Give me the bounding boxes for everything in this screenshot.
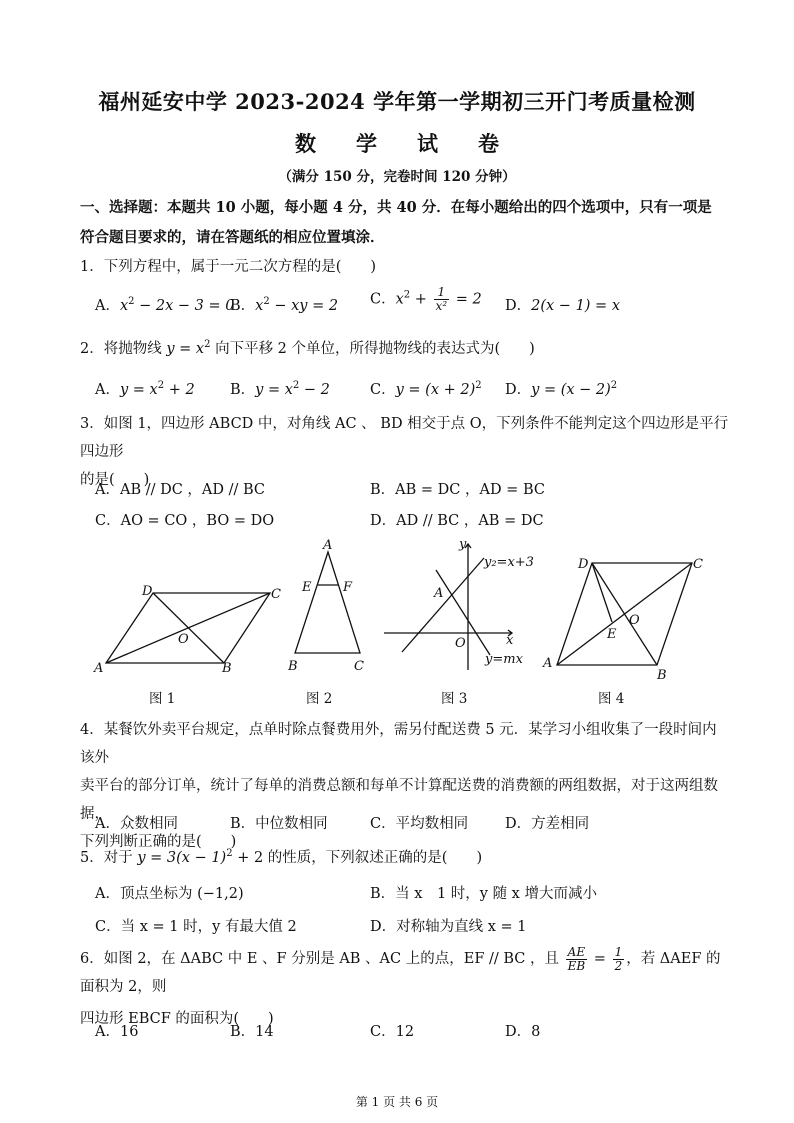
fig1-label-a: A [94, 661, 104, 676]
q3-option-c: C．AO = CO ，BO = DO [95, 513, 275, 529]
fig4-label-d: D [578, 557, 589, 572]
question-1-options [95, 285, 735, 324]
fig2-label-f: F [343, 580, 353, 595]
question-1-stem: 1．下列方程中，属于一元二次方程的是( ) [80, 259, 377, 275]
figure-3-caption: 图 3 [441, 691, 468, 707]
question-5-options [95, 882, 735, 942]
fig1-label-b: B [222, 661, 232, 676]
question-4-options [95, 812, 735, 834]
q6-option-c: C．12 [370, 1024, 415, 1040]
fig1-diagonal-bd [153, 593, 224, 663]
question-4-line: 下列判断正确的是( ) [80, 834, 237, 850]
question-4-line: 卖平台的部分订单，统计了每单的消费总额和每单不计算配送费的消费额的两组数据，对于这两组数据， [80, 778, 718, 822]
subtitle-char: 试 [417, 131, 438, 156]
q2-option-c: C．$y = (x + 2)^2$ [370, 380, 482, 398]
fig4-segment-de [592, 563, 612, 622]
fig3-label-y-eq: y=mx [485, 652, 523, 667]
fig2-label-b: B [288, 659, 298, 674]
figures-row [0, 530, 794, 710]
page-footer: 第 1 页 共 6 页 [355, 1095, 439, 1109]
subtitle-char: 数 [295, 131, 316, 156]
fig1-label-o: O [178, 632, 189, 647]
fig2-triangle [295, 552, 360, 653]
question-3-line: 3．如图 1，四边形 ABCD 中，对角线 AC 、 BD 相交于点 O，下列条件不能判定这个四边形是平行四边形 [80, 416, 729, 460]
fig1-label-c: C [271, 587, 281, 602]
fig1-label-d: D [142, 584, 153, 599]
q4-option-b: B．中位数相同 [230, 816, 328, 832]
figure-4-caption: 图 4 [598, 691, 625, 707]
q5-option-d: D．对称轴为直线 x = 1 [370, 919, 527, 935]
fig4-label-c: C [693, 557, 703, 572]
q2-option-a: A．$y = x^2 + 2$ [95, 380, 195, 398]
q1-option-c: C．$x^2$ + $\frac{1}{\text{x²}}$ = 2 [370, 285, 482, 313]
section-heading-line: 符合题目要求的，请在答题纸的相应位置填涂． [80, 229, 385, 246]
fig4-diagonal-bd [592, 563, 657, 665]
exam-subtitle [0, 128, 794, 158]
q1-option-a: A．$x^2 - 2x - 3 = 0$ [95, 296, 235, 314]
subtitle-char: 学 [356, 131, 377, 156]
fig2-label-e: E [302, 580, 312, 595]
question-6-line: 四边形 EBCF 的面积为( ) [80, 1011, 274, 1027]
section-heading [80, 193, 730, 253]
fig4-label-e: E [607, 627, 617, 642]
q6-option-a: A．16 [95, 1024, 139, 1040]
q4-option-d: D．方差相同 [505, 816, 590, 832]
fig3-label-y: y [459, 537, 467, 552]
q2-option-d: D．$y = (x - 2)^2$ [505, 380, 618, 398]
question-2-options [95, 378, 735, 402]
q4-option-a: A．众数相同 [95, 816, 178, 832]
figure-4 [557, 563, 692, 665]
exam-title: 福州延安中学 2023-2024 学年第一学期初三开门考质量检测 [98, 89, 696, 114]
q3-option-b: B．AB = DC ，AD = BC [370, 482, 545, 498]
q6-option-d: D．8 [505, 1024, 541, 1040]
figure-2 [295, 552, 360, 653]
q3-option-d: D．AD // BC ，AB = DC [370, 513, 544, 529]
q5-option-c: C．当 x = 1 时，y 有最大值 2 [95, 919, 297, 935]
fig3-line-y2 [402, 558, 484, 652]
question-4-stem [80, 716, 730, 856]
question-6-line: 6．如图 2，在 ΔABC 中 E 、F 分别是 AB 、AC 上的点，EF // BC ，且 $\frac{AE}{EB}$ = $\frac{1}{2}$ ，若 ΔAEF 的面积为 2，则 [80, 944, 721, 995]
fig2-label-a: A [323, 538, 333, 553]
fig3-label-y2-eq: y₂=x+3 [484, 555, 534, 570]
figure-1-caption: 图 1 [149, 691, 176, 707]
q2-option-b: B．$y = x^2 - 2$ [230, 380, 330, 398]
fig3-label-a: A [434, 586, 444, 601]
q3-option-a: A．AB // DC ，AD // BC [95, 482, 266, 498]
q1-option-d: D．2(x − 1) = x [505, 298, 620, 314]
fig3-label-o: O [455, 636, 466, 651]
question-2-stem: 2．将抛物线 $y = x^2$ 向下平移 2 个单位，所得抛物线的表达式为( ) [80, 339, 535, 357]
section-heading-line: 一、选择题：本题共 10 小题，每小题 4 分，共 40 分．在每小题给出的四个选项中，只有一项是 [80, 199, 712, 216]
question-3-line: 的是( ) [80, 472, 150, 488]
q5-option-b: B．当 x 1 时，y 随 x 增大而减小 [370, 886, 597, 902]
question-4-line: 4．某餐饮外卖平台规定，点单时除点餐费用外，需另付配送费 5 元．某学习小组收集了一段时间内该外 [80, 722, 717, 766]
subtitle-char: 卷 [478, 131, 499, 156]
fig4-label-a: A [543, 656, 553, 671]
q6-option-b: B．14 [230, 1024, 274, 1040]
question-6-options [95, 1020, 735, 1042]
question-5-stem: 5．对于 $y = 3(x - 1)^2 + 2$ 的性质，下列叙述正确的是( ) [80, 848, 483, 866]
fig4-label-o: O [629, 613, 640, 628]
fig2-label-c: C [354, 659, 364, 674]
q5-option-a: A．顶点坐标为 (−1,2) [95, 886, 244, 902]
q4-option-c: C．平均数相同 [370, 816, 469, 832]
exam-info: （满分 150 分，完卷时间 120 分钟） [278, 169, 516, 185]
figure-1 [106, 593, 270, 663]
figure-2-caption: 图 2 [306, 691, 333, 707]
q1-option-b: B．$x^2$ − xy = 2 [230, 296, 339, 314]
fig3-label-x: x [506, 633, 514, 648]
question-3-options [95, 478, 735, 538]
fig4-label-b: B [657, 668, 667, 683]
